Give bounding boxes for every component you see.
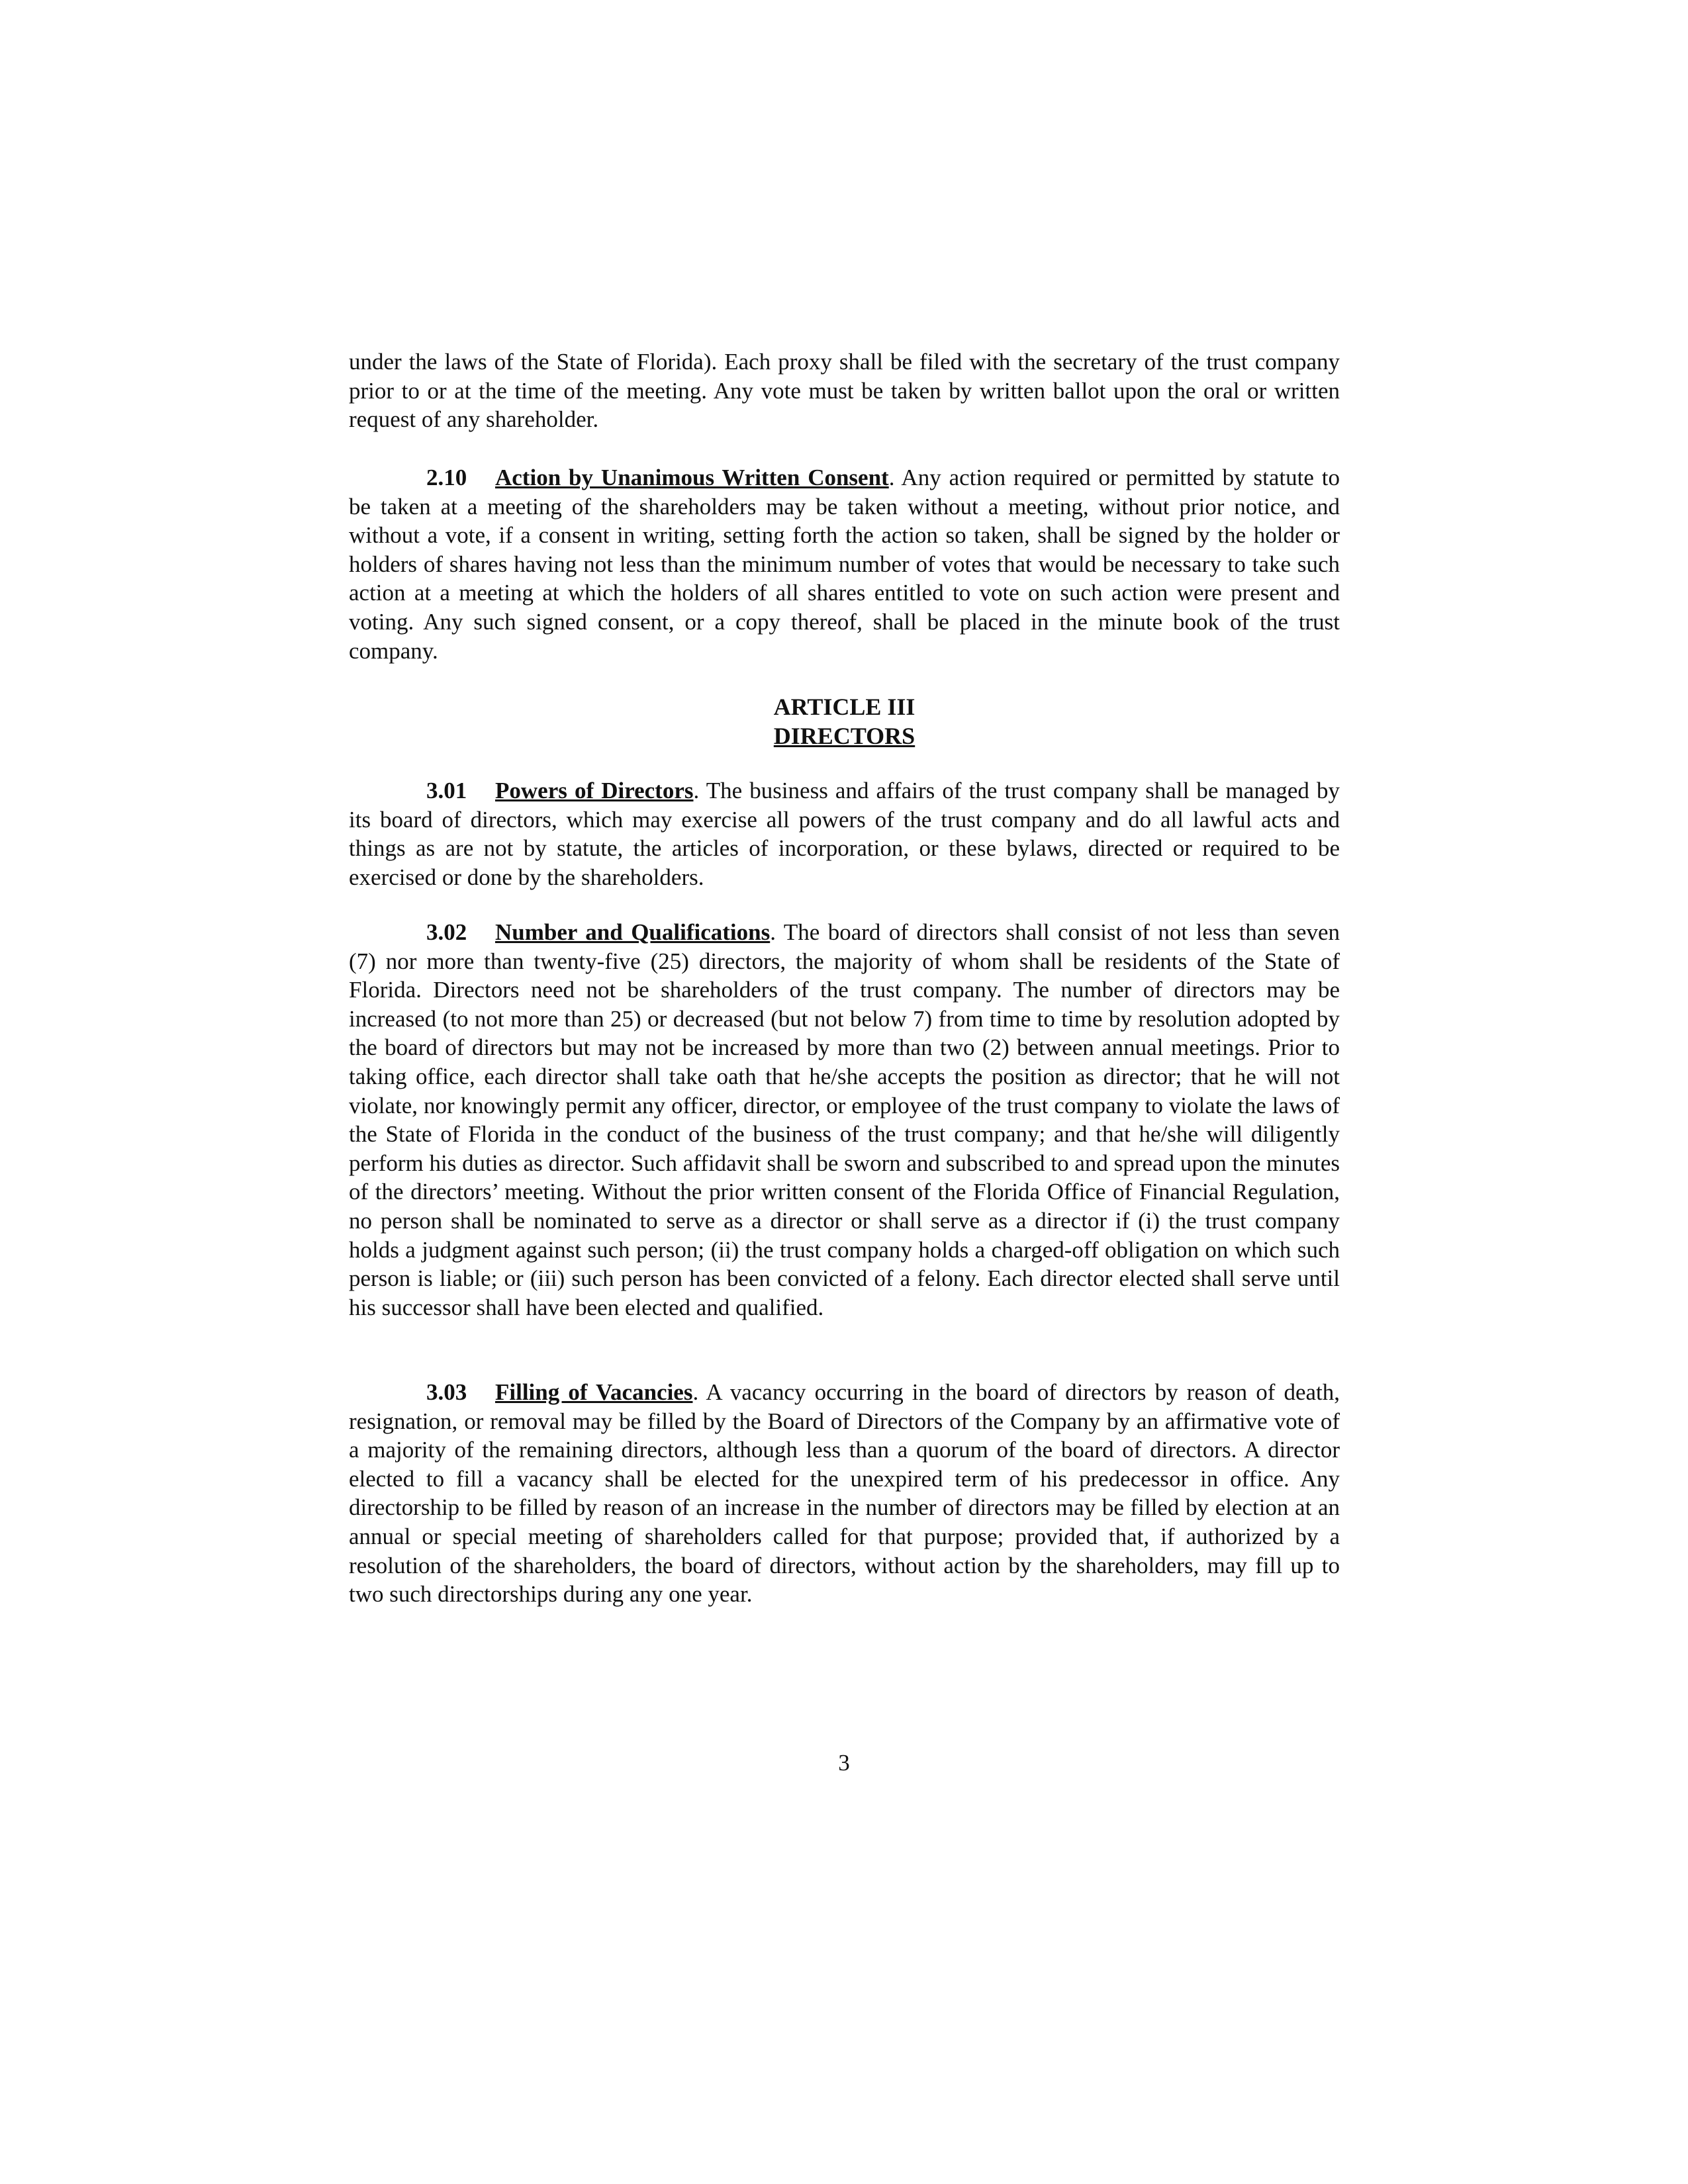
section-caption: Number and Qualifications [495,919,771,945]
section-text: . A vacancy occurring in the board of directors by reason of death, resignation, or removal may be filled by the Board of Directors of the Company by an affirmative vote of a majority of the remaining directors, although less than a quorum of the board of directors. A director elected to fill a vacancy shall be elected for the unexpired term of his predecessor in office. Any directorship to be filled by reason of an increase in the number of directors may be filled by election at an annual or special meeting of shareholders called for that purpose; provided that, if authorized by a resolution of the shareholders, the board of directors, without action by the shareholders, may fill up to two such directorships during any one year. [349,1379,1340,1608]
page-number: 3 [838,1750,850,1776]
article-label: ARTICLE III [773,694,915,720]
section-caption: Powers of Directors [495,778,694,803]
section-number: 3.02 [426,919,467,945]
paragraph-continued: under the laws of the State of Florida). Each proxy shall be filed with the secretary of the trust company prior to or at the time of the meeting. Any vote must be taken by written ballot upon the oral or written request of any shareholder. [349,349,1340,433]
section-number: 3.01 [426,778,467,803]
section-3-03 [349,1378,1340,1609]
article-heading [349,692,1340,751]
section-3-01 [349,776,1340,891]
section-number: 3.03 [426,1379,467,1405]
section-2-10 [349,463,1340,665]
section-caption: Action by Unanimous Written Consent [495,465,889,490]
section-number: 2.10 [426,465,467,490]
section-text: . The board of directors shall consist of not less than seven (7) nor more than twenty-five (25) directors, the majority of whom shall be residents of the State of Florida. Directors need not be shareholders of the trust company. The number of directors may be increased (to not more than 25) or decreased (but not below 7) from time to time by resolution adopted by the board of directors but may not be increased by more than two (2) between annual meetings. Prior to taking office, each director shall take oath that he/she accepts the position as director; that he will not violate, nor knowingly permit any officer, director, or employee of the trust company to violate the laws of the State of Florida in the conduct of the business of the trust company; and that he/she will diligently perform his duties as director. Such affidavit shall be sworn and subscribed to and spread upon the minutes of the directors’ meeting. Without the prior written consent of the Florida Office of Financial Regulation, no person shall be nominated to serve as a director or shall serve as a director if (i) the trust company holds a judgment against such person; (ii) the trust company holds a charged-off obligation on which such person is liable; or (iii) such person has been convicted of a felony. Each director elected shall serve until his successor shall have been elected and qualified. [349,919,1340,1320]
section-3-02 [349,918,1340,1322]
section-text: . Any action required or permitted by statute to be taken at a meeting of the shareholders may be taken without a meeting, without prior notice, and without a vote, if a consent in writing, setting forth the action so taken, shall be signed by the holder or holders of shares having not less than the minimum number of votes that would be necessary to take such action at a meeting at which the holders of all shares entitled to vote on such action were present and voting. Any such signed consent, or a copy thereof, shall be placed in the minute book of the trust company. [349,465,1340,664]
section-text: . The business and affairs of the trust company shall be managed by its board of directors, which may exercise all powers of the trust company and do all lawful acts and things as are not by statute, the articles of incorporation, or these bylaws, directed or required to be exercised or done by the shareholders. [349,778,1340,890]
section-caption: Filling of Vacancies [495,1379,693,1405]
article-title: DIRECTORS [773,723,915,749]
